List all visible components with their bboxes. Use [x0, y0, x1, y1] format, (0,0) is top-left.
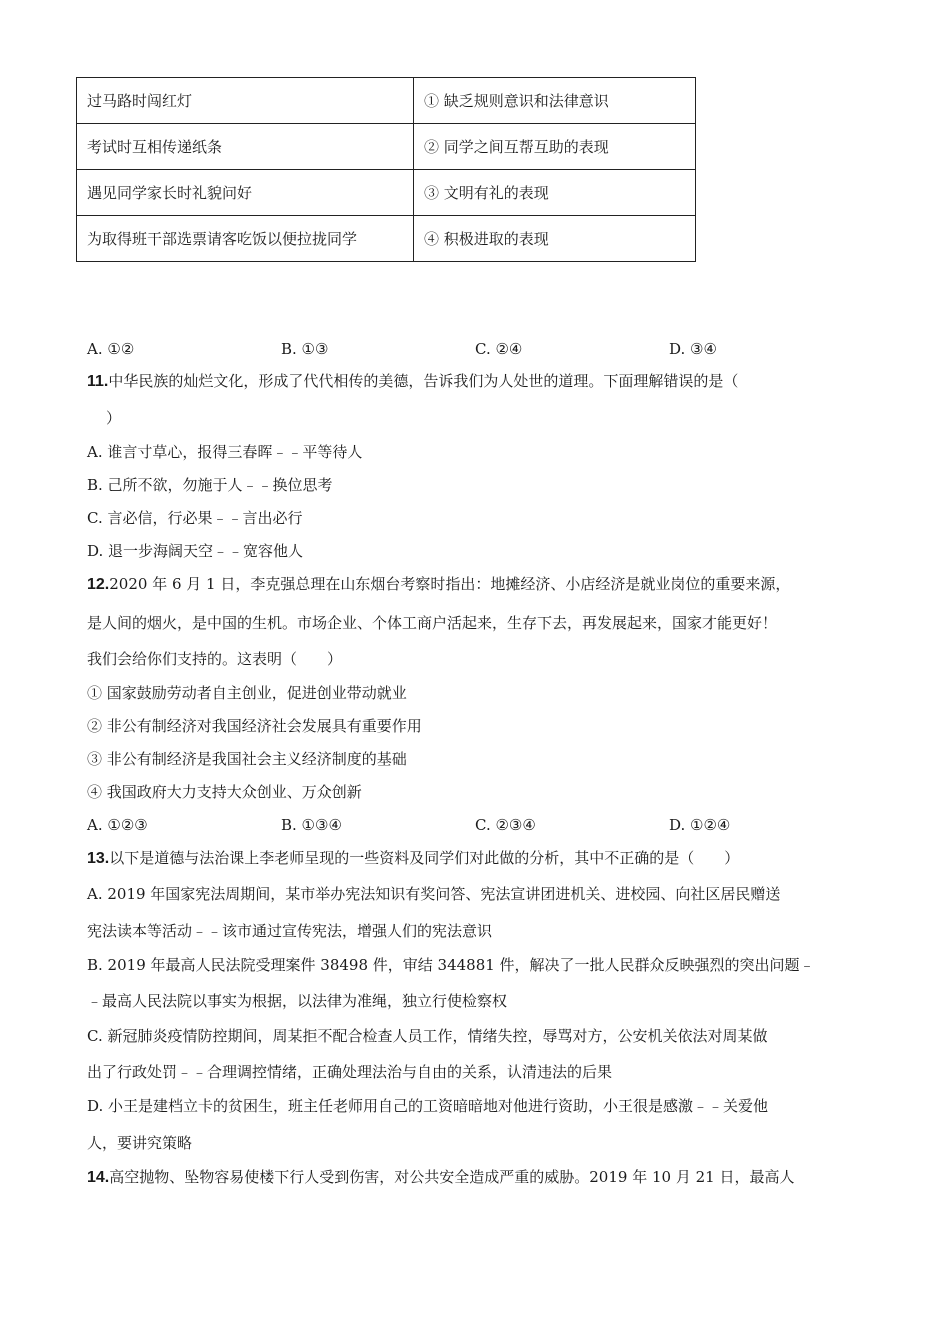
q12-stem — [87, 577, 790, 593]
option-b[interactable]: B. ①③④ — [281, 816, 342, 834]
question-number: 11. — [87, 373, 109, 390]
table-row — [77, 216, 696, 262]
q13-option-b-cont: ﹣最高人民法院以事实为根据，以法律为准绳，独立行使检察权 — [87, 992, 508, 1010]
q12-item-3: ③ 非公有制经济是我国社会主义经济制度的基础 — [87, 750, 407, 768]
q12-item-1: ① 国家鼓励劳动者自主创业，促进创业带动就业 — [87, 684, 407, 702]
option-c[interactable]: C. ②④ — [475, 340, 523, 358]
question-text: 以下是道德与法治课上李老师呈现的一些资料及同学们对此做的分析，其中不正确的是（ ） — [109, 849, 740, 867]
option-a[interactable]: A. ①②③ — [87, 816, 148, 834]
q12-stem-cont: 是人间的烟火，是中国的生机。市场企业、个体工商户活起来，生存下去，再发展起来，国家才能更好！ — [87, 614, 778, 632]
q11-stem-cont: ） — [106, 409, 122, 427]
q13-option-d[interactable]: D. 小王是建档立卡的贫困生，班主任老师用自己的工资暗暗地对他进行资助，小王很是感激﹣﹣关爱他 — [87, 1097, 769, 1115]
option-c[interactable]: C. ②③④ — [475, 816, 536, 834]
table-cell-evaluation: ④ 积极进取的表现 — [414, 216, 696, 262]
table-row — [77, 170, 696, 216]
q13-option-a-cont: 宪法读本等活动﹣﹣该市通过宣传宪法，增强人们的宪法意识 — [87, 922, 493, 940]
question-number: 12. — [87, 576, 110, 593]
option-d[interactable]: D. ③④ — [669, 340, 717, 358]
table-cell-evaluation: ③ 文明有礼的表现 — [414, 170, 696, 216]
q11-option-a[interactable]: A. 谁言寸草心，报得三春晖﹣﹣平等待人 — [87, 443, 363, 461]
q11-option-c[interactable]: C. 言必信，行必果﹣﹣言出必行 — [87, 509, 303, 527]
question-text: 高空抛物、坠物容易使楼下行人受到伤害，对公共安全造成严重的威胁。2019 年 10 月 21 日，最高人 — [109, 1168, 795, 1186]
q12-item-4: ④ 我国政府大力支持大众创业、万众创新 — [87, 783, 362, 801]
q11-option-d[interactable]: D. 退一步海阔天空﹣﹣宽容他人 — [87, 542, 304, 560]
question-number: 14. — [87, 1169, 110, 1186]
table-row — [77, 124, 696, 170]
table-cell-behavior: 遇见同学家长时礼貌问好 — [77, 170, 414, 216]
table-cell-behavior: 过马路时闯红灯 — [77, 78, 414, 124]
q12-stem-cont: 我们会给你们支持的。这表明（ ） — [87, 650, 343, 668]
q13-stem — [87, 851, 739, 867]
q10-options — [87, 342, 887, 360]
q13-option-a[interactable]: A. 2019 年国家宪法周期间，某市举办宪法知识有奖问答、宪法宣讲团进机关、进校园、向社区居民赠送 — [87, 885, 781, 903]
q14-stem — [87, 1170, 794, 1186]
question-number: 13. — [87, 850, 110, 867]
q11-option-b[interactable]: B. 己所不欲，勿施于人﹣﹣换位思考 — [87, 476, 333, 494]
option-a[interactable]: A. ①② — [87, 340, 135, 358]
question-text: 中华民族的灿烂文化，形成了代代相传的美德，告诉我们为人处世的道理。下面理解错误的是（ — [108, 372, 739, 390]
q13-option-b[interactable]: B. 2019 年最高人民法院受理案件 38498 件，审结 344881 件，解决了一批人民群众反映强烈的突出问题﹣ — [87, 956, 815, 974]
table-cell-evaluation: ① 缺乏规则意识和法律意识 — [414, 78, 696, 124]
q13-option-c-cont: 出了行政处罚﹣﹣合理调控情绪，正确处理法治与自由的关系，认清违法的后果 — [87, 1063, 613, 1081]
q12-options — [87, 818, 887, 836]
q12-item-2: ② 非公有制经济对我国经济社会发展具有重要作用 — [87, 717, 422, 735]
q13-option-c[interactable]: C. 新冠肺炎疫情防控期间，周某拒不配合检查人员工作，情绪失控，辱骂对方，公安机关依法对周某做 — [87, 1027, 768, 1045]
table-cell-behavior: 为取得班干部选票请客吃饭以便拉拢同学 — [77, 216, 414, 262]
q11-stem — [87, 374, 738, 390]
option-d[interactable]: D. ①②④ — [669, 816, 731, 834]
table-cell-evaluation: ② 同学之间互帮互助的表现 — [414, 124, 696, 170]
table-row — [77, 78, 696, 124]
question-text: 2020 年 6 月 1 日，李克强总理在山东烟台考察时指出：地摊经济、小店经济是就业岗位的重要来源， — [109, 575, 791, 593]
q13-option-d-cont: 人，要讲究策略 — [87, 1134, 193, 1152]
matching-table — [76, 77, 696, 262]
option-b[interactable]: B. ①③ — [281, 340, 329, 358]
table-cell-behavior: 考试时互相传递纸条 — [77, 124, 414, 170]
